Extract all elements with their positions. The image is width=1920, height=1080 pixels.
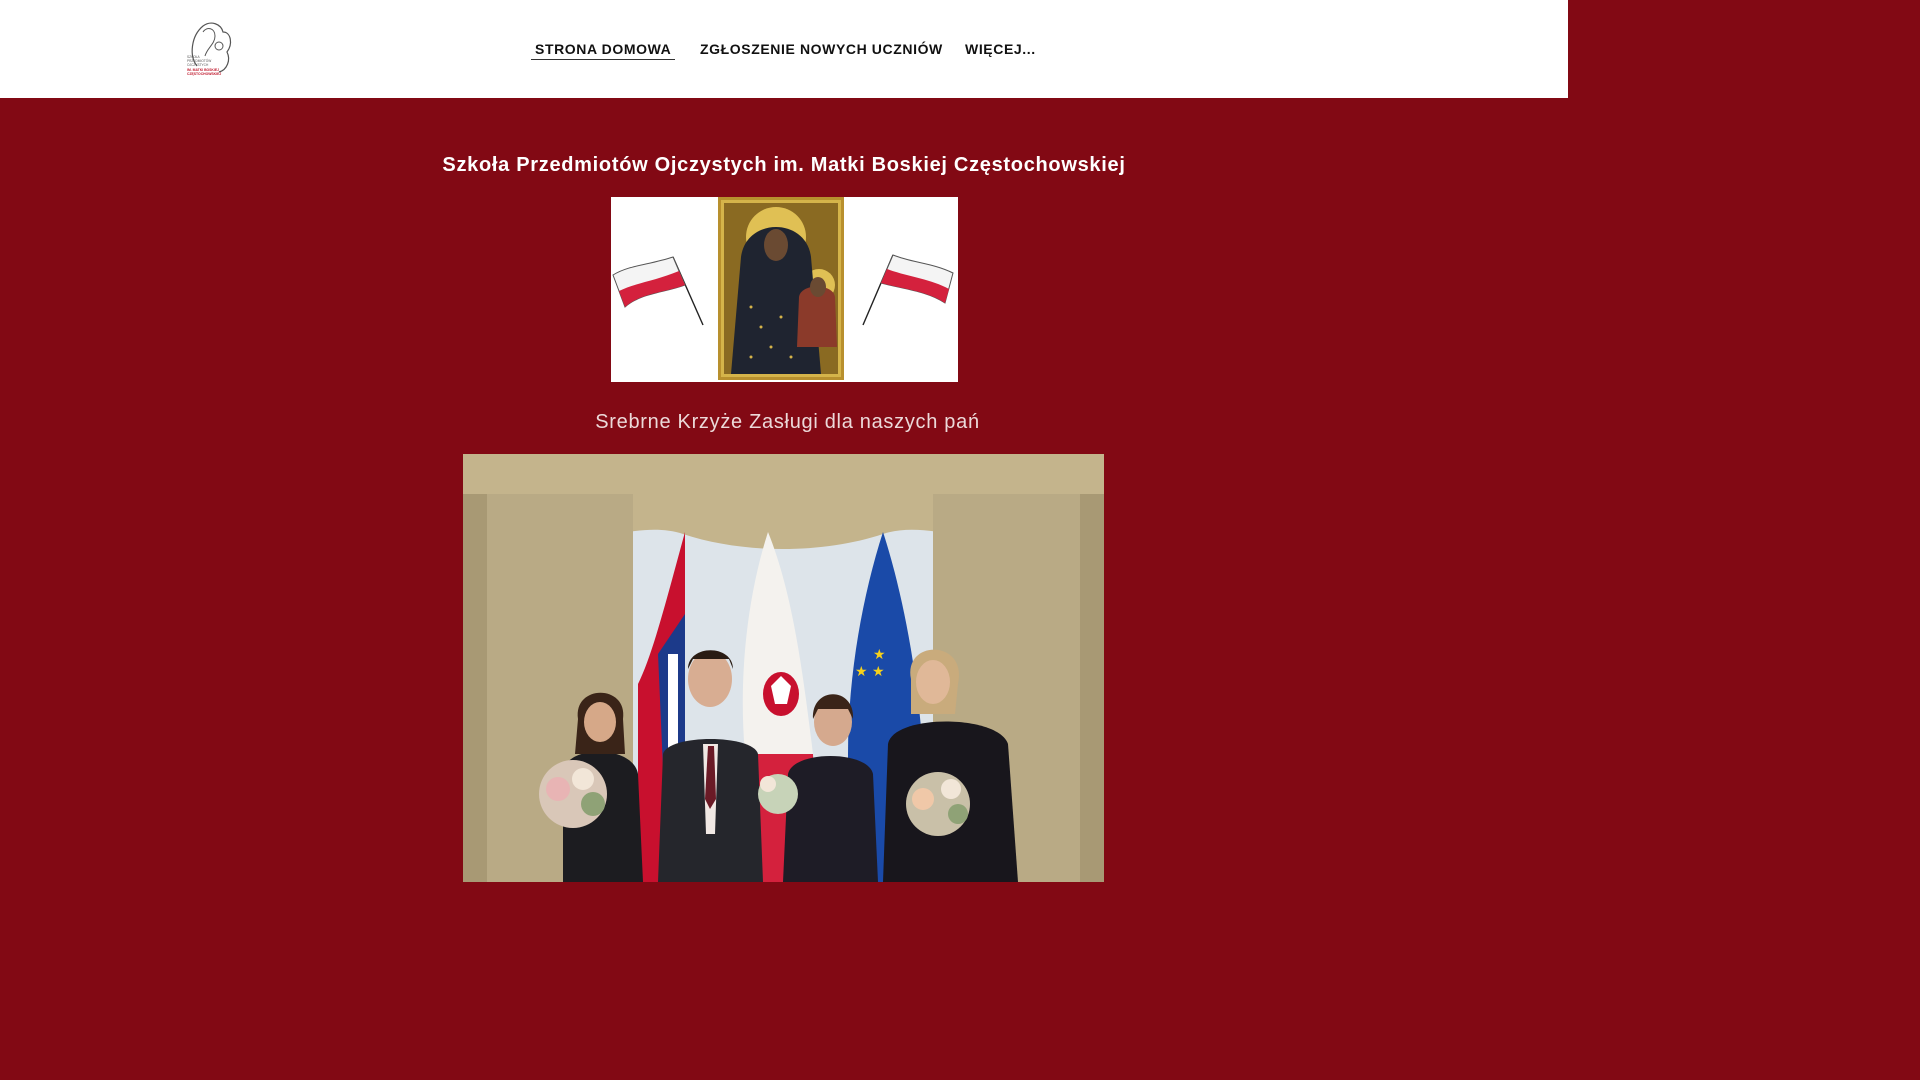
- award-ceremony-photo: [463, 454, 1104, 882]
- logo-line: IM. MATKI BOSKIEJ: [187, 68, 219, 72]
- madonna-logo-icon[interactable]: [183, 18, 235, 80]
- logo-line: OJCZYSTYCH: [187, 63, 209, 67]
- madonna-icon: [718, 197, 844, 380]
- main-content: [0, 98, 1568, 882]
- page-title: Szkoła Przedmiotów Ojczystych im. Matki Boskiej Częstochowskiej: [442, 154, 1126, 176]
- logo-line: PRZEDMIOTÓW: [187, 59, 212, 63]
- nav-item-new-students[interactable]: ZGŁOSZENIE NOWYCH UCZNIÓW: [700, 41, 943, 57]
- logo-line: SZKOŁA: [187, 55, 200, 59]
- nav-item-home[interactable]: STRONA DOMOWA: [531, 41, 675, 60]
- logo-line: CZĘSTOCHOWSKIEJ: [187, 72, 222, 76]
- site-header: [0, 0, 1568, 98]
- svg-text:★ ★: ★ ★: [855, 664, 885, 680]
- black-madonna-with-polish-flags-image: [611, 197, 958, 382]
- nav-item-more[interactable]: WIĘCEJ...: [965, 41, 1036, 57]
- svg-text:★: ★: [873, 647, 886, 663]
- section-subtitle: Srebrne Krzyże Zasługi dla naszych pań: [595, 411, 980, 433]
